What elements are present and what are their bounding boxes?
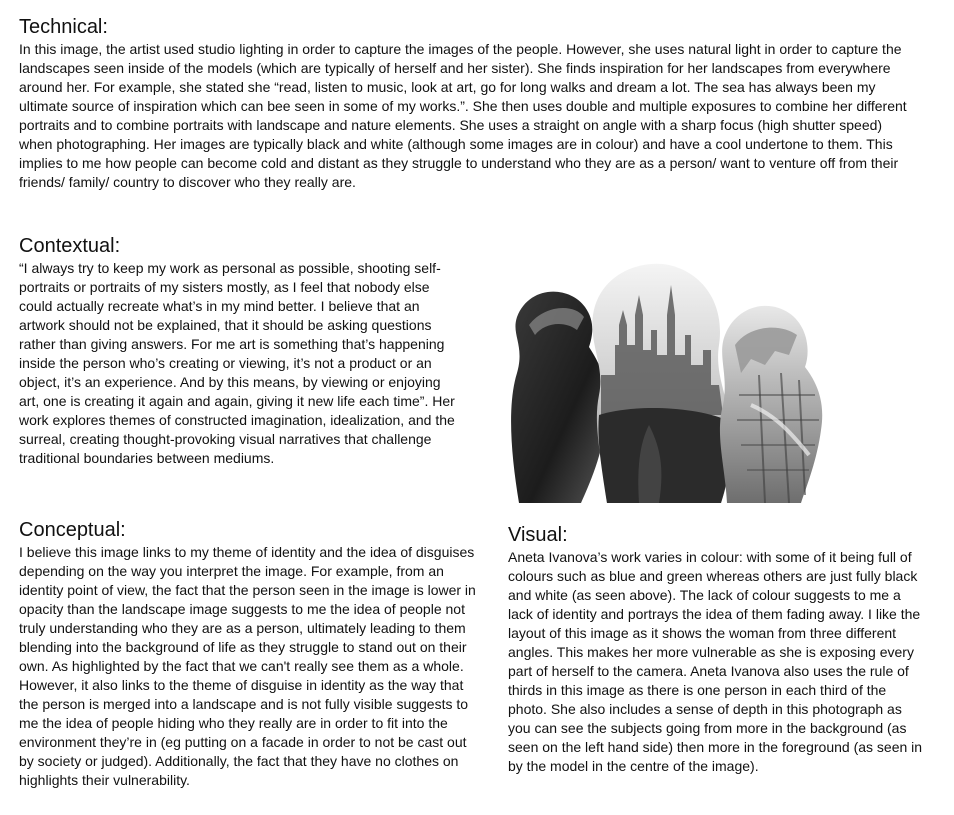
center-figure — [592, 264, 731, 503]
conceptual-heading: Conceptual: — [19, 519, 126, 541]
right-figure — [720, 306, 822, 503]
visual-heading: Visual: — [508, 524, 568, 546]
contextual-section — [19, 235, 461, 468]
technical-text: In this image, the artist used studio lighting in order to capture the images of the people. However, she uses natural light in order to capture the landscapes seen inside of the models (which are typically of herself and her sister). She finds inspiration for her landscapes from everywhere around her. For example, she stated she “read, listen to music, look at art, go for long walks and dream a lot. The sea has always been my ultimate source of inspiration which can bee seen in some of my works.”. She then uses double and multiple exposures to combine her different portraits and to combine portraits with landscape and nature elements. She uses a straight on angle with a sharp focus (high shutter speed) when photographing. Her images are typically black and white (although some images are in colour) and have a cool undertone to them. This implies to me how people can become cold and distant as they struggle to understand who they are as a person/ want to venture off from their friends/ family/ country to discover who they really are. — [19, 41, 907, 190]
contextual-text: “I always try to keep my work as personal as possible, shooting self-portraits or portraits of my sisters mostly, as I feel that nobody else could actually recreate what’s in my mind better. I believe that an artwork should not be explained, that it should be asking questions rather than giving answers. For me art is something that’s happening inside the person who’s creating or viewing, it’s not a product or an object, it’s an experience. And by this means, by viewing or enjoying art, one is creating it again and again, giving it new life each time”. Her work explores themes of constructed imagination, idealization, and the surreal, creating thought-provoking visual narratives that challenge traditional boundaries between mediums. — [19, 260, 455, 466]
visual-text: Aneta Ivanova’s work varies in colour: with some of it being full of colours such as blue and green whereas others are just fully black and white (as seen above). The lack of colour suggests to me a lack of identity and portrays the idea of them fading away. I like the layout of this image as it shows the woman from three different angles. This makes her more vulnerable as she is exposing every part of herself to the camera. Aneta Ivanova also uses the rule of thirds in this image as there is one person in each third of the photo. She also includes a sense of depth in this photograph as you can see the subjects going from more in the background (as seen on the left hand side) then more in the foreground (as seen in by the model in the centre of the image). — [508, 549, 923, 774]
contextual-heading: Contextual: — [19, 235, 121, 257]
technical-heading: Technical: — [19, 16, 108, 38]
technical-section — [19, 16, 909, 192]
conceptual-section — [19, 519, 484, 790]
double-exposure-photo-art — [489, 255, 906, 504]
visual-section — [508, 524, 926, 776]
double-exposure-photo — [489, 255, 906, 504]
conceptual-text: I believe this image links to my theme of identity and the idea of disguises depending on the way you interpret the image. For example, from an identity point of view, the fact that the person seen in the image is lower in opacity than the landscape image suggests to me the idea of people not truly understanding who they are as a person, ultimately leading to them blending into the background of life as they struggle to stand out on their own. As highlighted by the fact that we can't really see them as a whole. However, it also links to the theme of disguise in identity as the way that the person is merged into a landscape and is not fully visible suggests to me the idea of people hiding who they really are in order to fit into the environment they’re in (eg putting on a facade in order to not be cast out by society or judged). Additionally, the fact that they have no clothes on highlights their vulnerability. — [19, 544, 476, 788]
